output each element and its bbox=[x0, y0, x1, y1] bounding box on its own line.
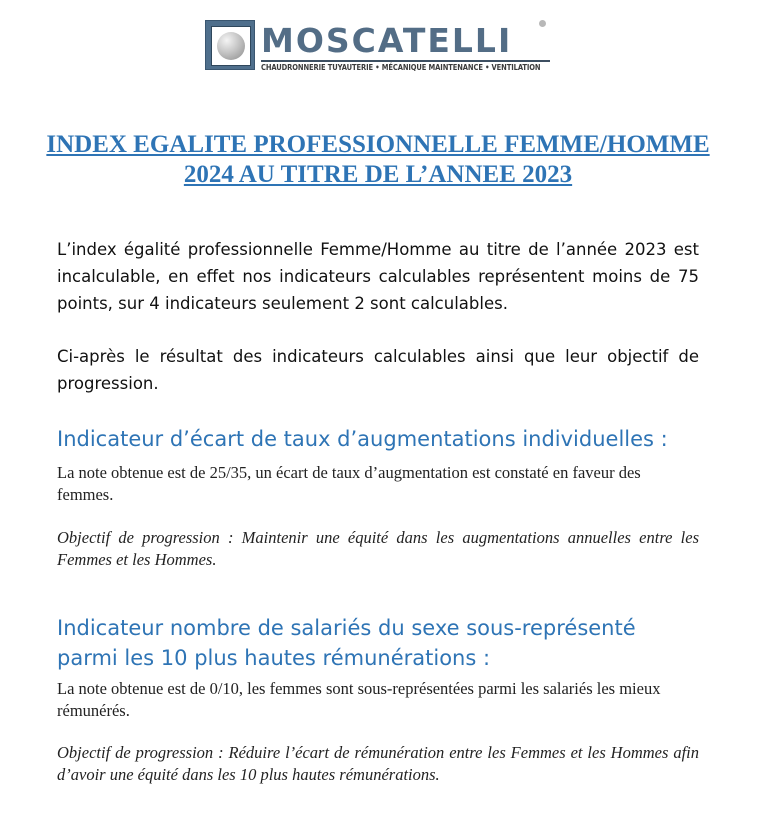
section-result-hautes-remunerations: La note obtenue est de 0/10, les femmes sont sous-représentées parmi les salariés les mieux rémunérés. bbox=[57, 679, 661, 720]
section-objective-augmentations: Objectif de progression : Maintenir une équité dans les augmentations annuelles entre les Femmes et les Hommes. bbox=[57, 528, 699, 569]
company-logo bbox=[205, 20, 550, 75]
logo-tagline: CHAUDRONNERIE TUYAUTERIE • MÉCANIQUE MAINTENANCE • VENTILATION bbox=[261, 60, 550, 74]
document-title-line-2: 2024 AU TITRE DE L’ANNEE 2023 bbox=[183, 161, 573, 188]
section-objective-hautes-remunerations: Objectif de progression : Réduire l’écart de rémunération entre les Femmes et les Hommes afin d’avoir une équité dans les 10 plus hautes rémunérations. bbox=[57, 743, 699, 784]
logo-wordmark: MOSCATELLI bbox=[261, 21, 513, 60]
logo-badge-icon bbox=[205, 20, 255, 70]
section-heading-hautes-remunerations: Indicateur nombre de salariés du sexe sous-représenté parmi les 10 plus hautes rémunérations : bbox=[57, 616, 636, 670]
document-title bbox=[40, 130, 716, 190]
section-result-augmentations: La note obtenue est de 25/35, un écart de taux d’augmentation est constaté en faveur des femmes. bbox=[57, 463, 641, 504]
followup-paragraph: Ci-après le résultat des indicateurs calculables ainsi que leur objectif de progression. bbox=[57, 347, 699, 393]
registered-mark-icon bbox=[539, 20, 546, 27]
document-title-line-1: INDEX EGALITE PROFESSIONNELLE FEMME/HOMME bbox=[46, 131, 710, 158]
section-heading-augmentations: Indicateur d’écart de taux d’augmentations individuelles : bbox=[57, 427, 668, 451]
intro-paragraph: L’index égalité professionnelle Femme/Homme au titre de l’année 2023 est incalculable, en effet nos indicateurs calculables représentent moins de 75 points, sur 4 indicateurs seulement 2 sont calculables. bbox=[57, 240, 699, 313]
